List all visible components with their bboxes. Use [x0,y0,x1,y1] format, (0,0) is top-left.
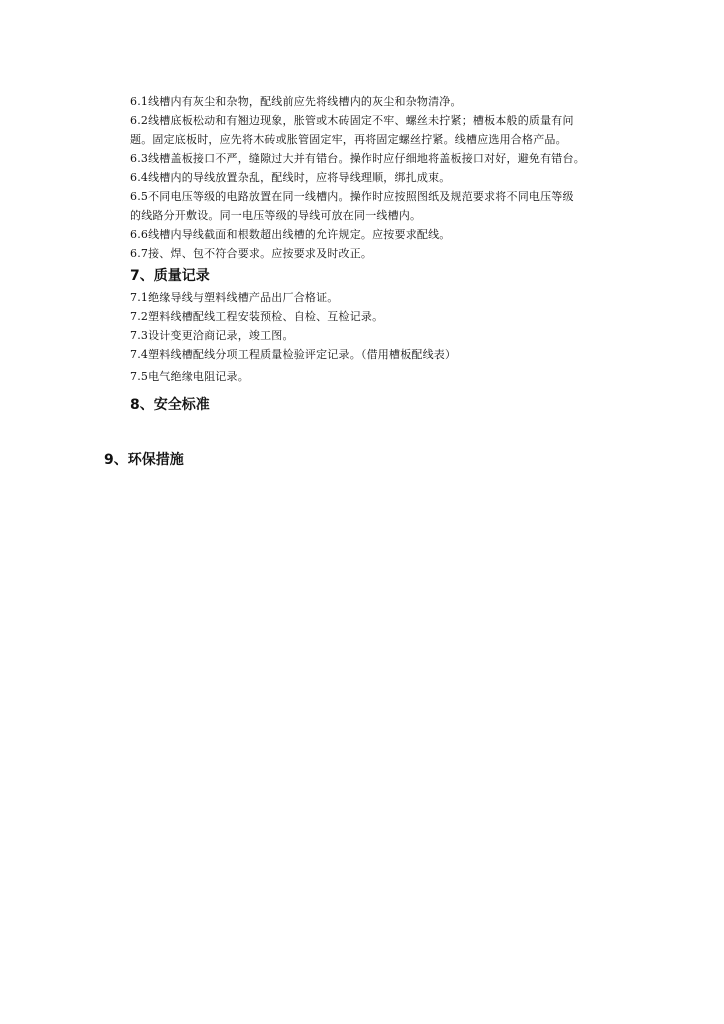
section-7-heading: 7、质量记录 [130,268,210,284]
section-8-heading: 8、安全标准 [130,397,210,413]
item-6-5-line2: 的线路分开敷设。同一电压等级的导线可放在同一线槽内。 [130,209,422,222]
item-6-5-line1: 6.5不同电压等级的电路放置在同一线槽内。操作时应按照图纸及规范要求将不同电压等级 [130,190,574,203]
item-6-2-line2: 题。固定底板时，应先将木砖或胀管固定牢，再将固定螺丝拧紧。线槽应选用合格产品。 [130,133,567,146]
item-6-4: 6.4线槽内的导线放置杂乱，配线时，应将导线理顺，绑扎成束。 [130,171,451,184]
item-6-3: 6.3线槽盖板接口不严，缝隙过大并有错台。操作时应仔细地将盖板接口对好，避免有错台。 [130,152,585,165]
section-9-heading: 9、环保措施 [104,452,184,468]
item-6-2-line1: 6.2线槽底板松动和有翘边现象，胀管或木砖固定不牢、螺丝未拧紧；槽板本般的质量有问 [130,114,574,127]
item-7-3: 7.3设计变更洽商记录，竣工图。 [130,329,294,342]
item-7-2: 7.2塑料线槽配线工程安装预检、自检、互检记录。 [130,310,384,323]
item-7-5: 7.5电气绝缘电阻记录。 [130,370,249,383]
item-7-1: 7.1绝缘导线与塑料线槽产品出厂合格证。 [130,291,339,304]
item-6-7: 6.7接、焊、包不符合要求。应按要求及时改正。 [130,247,373,260]
item-6-1: 6.1线槽内有灰尘和杂物，配线前应先将线槽内的灰尘和杂物清净。 [130,95,462,108]
item-7-4: 7.4塑料线槽配线分项工程质量检验评定记录。（借用槽板配线表） [130,348,457,361]
item-6-6: 6.6线槽内导线截面和根数超出线槽的允许规定。应按要求配线。 [130,228,451,241]
